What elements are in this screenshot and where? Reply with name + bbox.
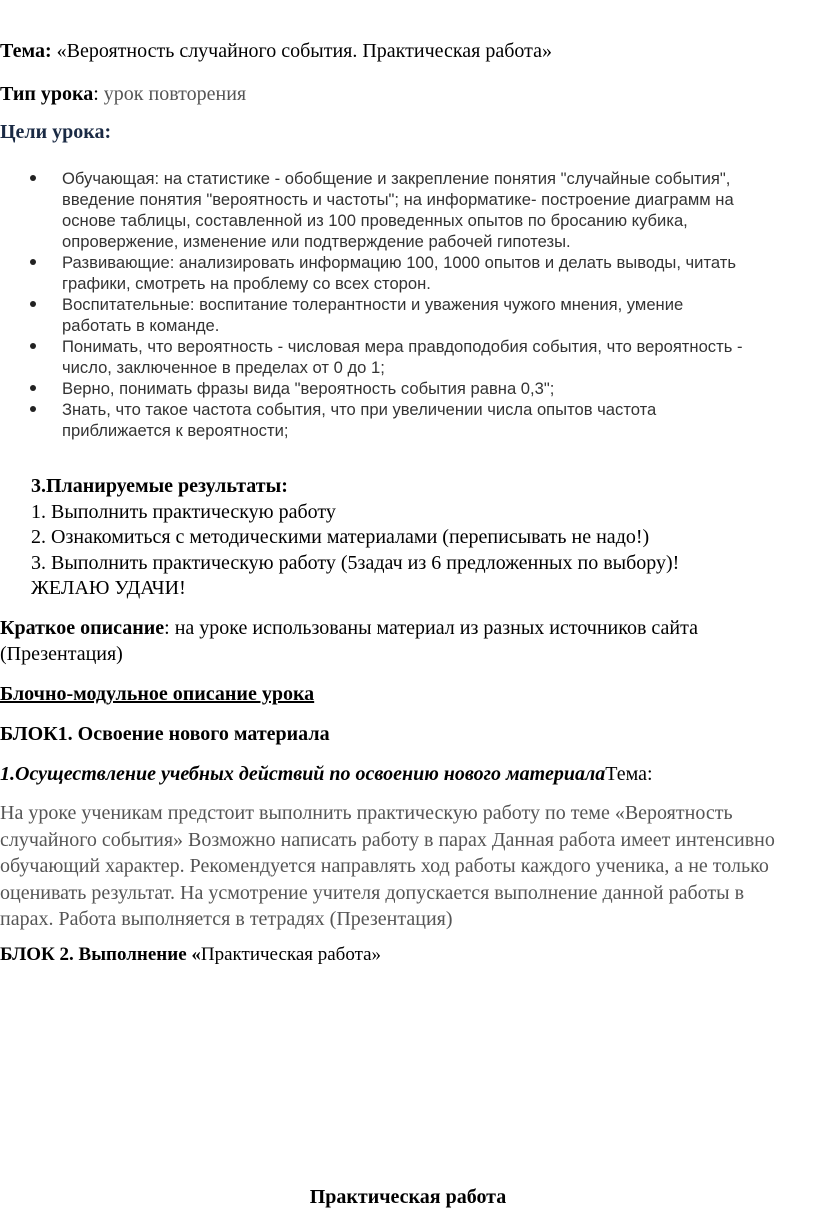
goal-item: [30, 252, 816, 294]
goal-item-line: приближается к вероятности;: [62, 421, 289, 440]
brief-description: [0, 617, 698, 640]
results-line: 2. Ознакомиться с методическими материалами (переписывать не надо!): [31, 526, 650, 548]
goal-item: [30, 336, 816, 378]
goal-item-line: опровержение, изменение или подтверждение рабочей гипотезы.: [62, 232, 571, 251]
intro-paragraph: [0, 800, 816, 933]
block1-title: БЛОК1. Освоение нового материала: [0, 723, 330, 745]
goals-heading: Цели урока:: [0, 121, 112, 143]
block2-label: БЛОК 2. Выполнение «: [0, 944, 201, 965]
results-heading: 3.Планируемые результаты:: [31, 475, 288, 497]
goal-item: [30, 168, 816, 252]
paragraph-line: На уроке ученикам предстоит выполнить практическую работу по теме «Вероятность: [0, 802, 733, 824]
practical-work-title: Практическая работа: [309, 1186, 507, 1208]
goal-item: [30, 378, 816, 399]
paragraph-line: оценивать результат. На усмотрение учителя допускается выполнение данной работы в: [0, 881, 745, 904]
bullet-icon: [30, 343, 36, 349]
goal-item: [30, 294, 816, 336]
topic-line: [0, 40, 552, 63]
block-module-title: Блочно-модульное описание урока: [0, 683, 315, 705]
bullet-icon: [30, 259, 36, 265]
goal-item-line: Верно, понимать фразы вида "вероятность события равна 0,3";: [62, 379, 555, 398]
lesson-type-line: [0, 83, 246, 106]
paragraph-line: обучающий характер. Рекомендуется направлять ход работы каждого ученика, а не только: [0, 855, 769, 877]
results-line: ЖЕЛАЮ УДАЧИ!: [31, 577, 186, 599]
implementation-tail: Тема:: [605, 763, 653, 785]
block2-value: Практическая работа»: [200, 944, 382, 965]
goal-item-line: введение понятия "вероятность и частоты"; на информатике- построение диаграмм на: [62, 190, 734, 209]
goal-item: [30, 399, 816, 441]
lesson-type-label: Тип урока: [0, 83, 94, 105]
paragraph-line: парах. Работа выполняется в тетрадях (Презентация): [0, 908, 453, 930]
goal-item-line: Развивающие: анализировать информацию 100, 1000 опытов и делать выводы, читать: [62, 253, 736, 272]
goal-item-line: Понимать, что вероятность - числовая мера правдоподобия события, что вероятность -: [62, 337, 743, 356]
brief-label: Краткое описание: [0, 617, 165, 639]
bullet-icon: [30, 385, 36, 391]
results-line: 1. Выполнить практическую работу: [31, 500, 336, 523]
paragraph-line: случайного события» Возможно написать работу в парах Данная работа имеет интенсивно: [0, 828, 775, 851]
lesson-type-value: урок повторения: [103, 83, 247, 105]
goal-item-line: Воспитательные: воспитание толерантности и уважения чужого мнения, умение: [62, 295, 684, 314]
topic-label: Тема:: [0, 40, 52, 62]
brief-text: : на уроке использованы материал из разных источников сайта: [164, 617, 698, 639]
goal-item-line: работать в команде.: [62, 316, 220, 335]
goal-item-line: число, заключенное в пределах от 0 до 1;: [62, 358, 385, 377]
bullet-icon: [30, 301, 36, 307]
bullet-icon: [30, 175, 36, 181]
implementation-label: 1.Осуществление учебных действий по освоению нового материала: [0, 763, 606, 785]
goal-item-line: основе таблицы, составленной из 100 проведенных опытов по бросанию кубика,: [62, 211, 688, 230]
lesson-type-separator: :: [93, 83, 104, 105]
implementation-line: [0, 763, 653, 786]
goal-item-line: Обучающая: на статистике - обобщение и закрепление понятия "случайные события",: [62, 169, 731, 188]
bullet-icon: [30, 406, 36, 412]
block2-line: [0, 944, 381, 966]
goals-list: [30, 168, 816, 441]
goal-item-line: графики, смотреть на проблему со всех сторон.: [62, 274, 431, 293]
brief-line2: (Презентация): [0, 643, 123, 665]
results-line: 3. Выполнить практическую работу (5задач из 6 предложенных по выбору)!: [31, 551, 680, 574]
planned-results: [31, 474, 679, 602]
goal-item-line: Знать, что такое частота события, что при увеличении числа опытов частота: [62, 400, 657, 419]
topic-value: «Вероятность случайного события. Практическая работа»: [51, 40, 553, 62]
